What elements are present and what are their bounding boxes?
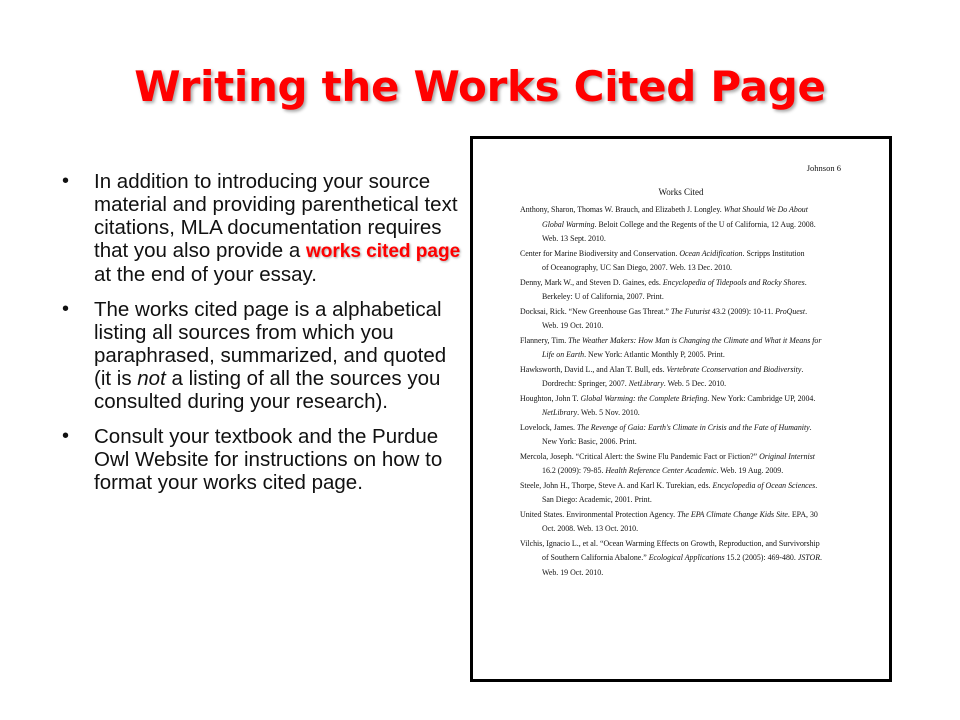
bullet-text: Consult your textbook and the Purdue Owl Website for instructions on how to format your works cited page. (94, 425, 443, 494)
citation-text: Denny, Mark W., and Steven D. Gaines, eds. (520, 277, 663, 287)
citation-entry (520, 392, 850, 421)
bullet-item (62, 425, 464, 494)
citation-text: . (801, 364, 804, 374)
citation-text: . EPA, 30 (787, 509, 818, 519)
citation-text: Dordrecht: Springer, 2007. (542, 379, 629, 388)
citation-text: Life on Earth (542, 350, 585, 359)
citation-text: Ecological Applications (648, 553, 725, 562)
citation-text: . Web. 19 Aug. 2009. (716, 466, 784, 475)
citation-text: Original Internist (759, 451, 815, 461)
bullet-text: at the end of your essay. (94, 263, 317, 286)
citation-text: United States. Environmental Protection Agency. (520, 509, 678, 519)
citation-text: Encyclopedia of Ocean Sciences (712, 480, 816, 490)
highlighted-term: works cited page (305, 241, 461, 262)
citation-entry (520, 363, 850, 392)
citation-text: Steele, John H., Thorpe, Steve A. and Karl K. Turekian, eds. (520, 480, 713, 490)
slide-title: Writing the Works Cited Page (134, 62, 826, 111)
citation-text: The Futurist (670, 306, 711, 316)
citation-entry (520, 305, 850, 334)
citation-text: Global Warming (542, 219, 595, 229)
citation-text: Anthony, Sharon, Thomas W. Brauch, and Elizabeth J. Longley. (520, 205, 724, 214)
citation-text: ProQuest (775, 306, 806, 316)
citation-text: . Web. 5 Dec. 2010. (663, 379, 727, 388)
citation-text: Vertebrate Cconservation and Biodiversity (666, 364, 802, 374)
bullet-item (62, 170, 464, 286)
citation-text: . Web. 5 Nov. 2010. (577, 408, 640, 417)
citation-entry (520, 450, 850, 479)
citation-text: Encyclopedia of Tidepools and Rocky Shores (662, 277, 805, 287)
citation-text: Mercola, Joseph. “Critical Alert: the Swine Flu Pandemic Fact or Fiction?” (520, 451, 760, 461)
citation-text: JSTOR (797, 553, 821, 562)
citation-text: The EPA Climate Change Kids Site (677, 509, 788, 519)
citation-text: Ocean Acidification (679, 248, 743, 258)
citation-text: of Southern California Abalone.” (542, 553, 649, 562)
citation-text: . (804, 277, 807, 287)
bullet-text: The works cited page is a alphabetical listing all sources from which you paraphrased, summarized, and quoted (it is (94, 298, 447, 390)
bullet-item (62, 298, 464, 413)
citation-text: Hawksworth, David L., and Alan T. Bull, eds. (520, 364, 667, 374)
bullet-text: a listing of all the sources you consulted during your research). (94, 367, 441, 413)
citation-text: Center for Marine Biodiversity and Conservation. (520, 248, 680, 258)
citation-text: Lovelock, James. (520, 422, 577, 432)
citation-text: Health Reference Center Academic (605, 466, 717, 475)
citation-entry (520, 247, 850, 276)
citation-text: Flannery, Tim. (520, 335, 569, 345)
citation-text: of Oceanography, UC San Diego, 2007. Web. 13 Dec. 2010. (542, 263, 733, 272)
citation-text: Berkeley: U of California, 2007. Print. (542, 292, 664, 301)
citation-entry (520, 508, 850, 537)
bullet-dot: • (62, 298, 70, 320)
citation-text: . New York: Cambridge UP, 2004. (707, 393, 816, 403)
bullet-list (62, 170, 464, 506)
citation-text: What Should We Do About (723, 205, 808, 214)
citation-text: . (809, 422, 812, 432)
document-heading: Works Cited (658, 187, 704, 197)
citation-text: Web. 19 Oct. 2010. (542, 567, 604, 577)
citation-entry (520, 479, 850, 508)
citation-text: Vilchis, Ignacio L., et al. “Ocean Warming Effects on Growth, Reproduction, and Survivorship (520, 538, 820, 548)
emphasized-word: not (137, 367, 166, 390)
citation-text: . (815, 480, 818, 490)
bullet-dot: • (62, 170, 70, 192)
citation-list (520, 203, 850, 580)
citation-text: . (820, 553, 823, 562)
citation-entry (520, 276, 850, 305)
citation-entry (520, 334, 850, 363)
citation-text: . New York: Atlantic Monthly P, 2005. Print. (584, 350, 725, 359)
citation-entry (520, 537, 850, 581)
document-page-header: Johnson 6 (806, 163, 841, 173)
citation-text: Web. 13 Sept. 2010. (542, 234, 606, 243)
bullet-dot: • (62, 425, 70, 447)
citation-text: 16.2 (2009): 79-85. (542, 466, 606, 475)
citation-text: San Diego: Academic, 2001. Print. (542, 495, 652, 504)
citation-text: . (805, 306, 808, 316)
citation-text: 15.2 (2005): 469-480. (724, 553, 798, 562)
works-cited-document-image (470, 136, 892, 682)
citation-text: NetLibrary (542, 408, 578, 417)
citation-text: The Revenge of Gaia: Earth's Climate in Crisis and the Fate of Humanity (576, 422, 810, 432)
citation-text: . Beloit College and the Regents of the U of California, 12 Aug. 2008. (594, 219, 816, 229)
citation-text: Oct. 2008. Web. 13 Oct. 2010. (542, 524, 639, 533)
citation-text: 43.2 (2009): 10-11. (710, 306, 776, 316)
citation-text: . Scripps Institution (742, 248, 805, 258)
bullet-text: In addition to introducing your source material and providing parenthetical text citations, MLA documentation requires that you also provide a (94, 170, 458, 262)
citation-entry (520, 421, 850, 450)
citation-text: Global Warming: the Complete Briefing (580, 393, 708, 403)
citation-text: NetLibrary (628, 379, 664, 388)
citation-entry (520, 203, 850, 247)
citation-text: Docksai, Rick. “New Greenhouse Gas Threat.” (520, 306, 671, 316)
citation-text: Houghton, John T. (520, 393, 581, 403)
citation-text: The Weather Makers: How Man is Changing the Climate and What it Means for (568, 335, 822, 345)
citation-text: New York: Basic, 2006. Print. (542, 437, 637, 446)
citation-text: Web. 19 Oct. 2010. (542, 321, 604, 330)
